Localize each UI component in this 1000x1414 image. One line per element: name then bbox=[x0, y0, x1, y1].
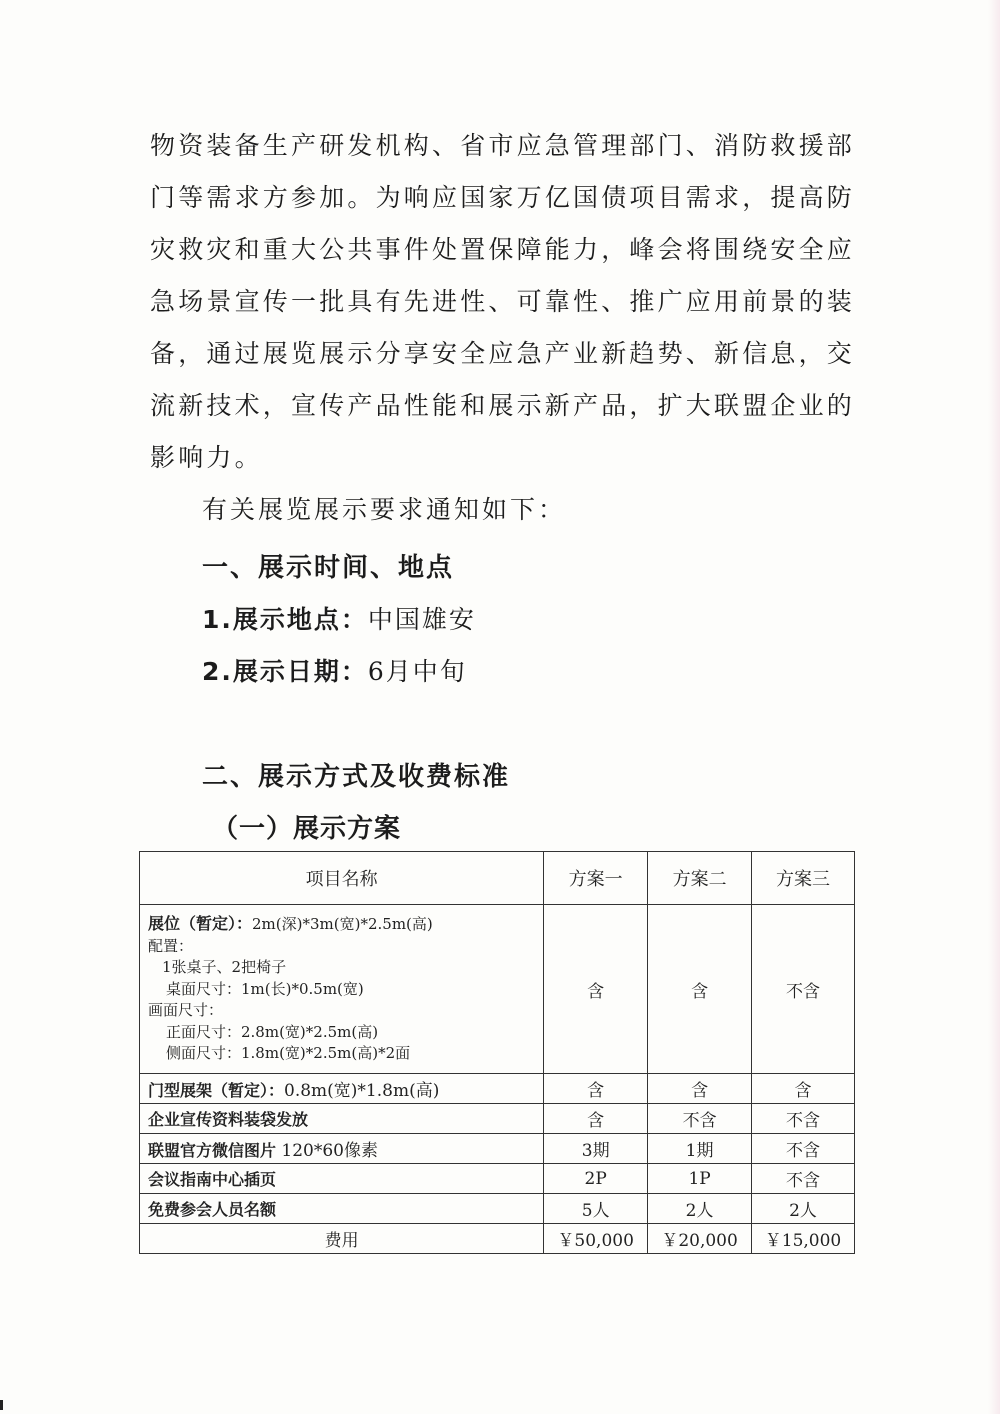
row-label-extra: 0.8m(宽)*1.8m(高) bbox=[284, 1081, 440, 1101]
intro-line: 灾救灾和重大公共事件处置保障能力，峰会将围绕安全应 bbox=[150, 235, 856, 264]
location-key: 1.展示地点： bbox=[202, 605, 368, 634]
row-plan-3: 不含 bbox=[752, 1164, 855, 1194]
intro-line: 急场景宣传一批具有先进性、可靠性、推广应用前景的装 bbox=[150, 287, 856, 316]
plan-subheading: （一）展示方案 bbox=[212, 814, 402, 844]
row-label: 免费参会人员名额 bbox=[148, 1200, 277, 1219]
row-plan-1: 5人 bbox=[544, 1194, 648, 1224]
table-header-row bbox=[140, 852, 855, 905]
location-value: 中国雄安 bbox=[367, 605, 476, 634]
row-label: 联盟官方微信图片 bbox=[148, 1141, 277, 1160]
row-plan-2: 1期 bbox=[648, 1134, 752, 1164]
table-row bbox=[140, 1134, 855, 1164]
fee-plan-1: ￥50,000 bbox=[544, 1224, 648, 1254]
seal-edge-mark bbox=[988, 0, 1000, 1414]
row-label: 企业宣传资料装袋发放 bbox=[148, 1110, 309, 1129]
fee-plan-3: ￥15,000 bbox=[752, 1224, 855, 1254]
exhibition-location bbox=[202, 600, 476, 636]
table-row bbox=[140, 1194, 855, 1224]
intro-line: 影响力。 bbox=[150, 443, 263, 472]
table-row bbox=[140, 1104, 855, 1134]
booth-plan-3: 不含 bbox=[752, 905, 855, 1074]
row-plan-3: 不含 bbox=[752, 1134, 855, 1164]
table-row-booth bbox=[140, 905, 855, 1074]
booth-line: 桌面尺寸：1m(长)*0.5m(宽) bbox=[166, 979, 364, 998]
row-plan-1: 2P bbox=[544, 1164, 648, 1194]
booth-line: 侧面尺寸：1.8m(宽)*2.5m(高)*2面 bbox=[166, 1044, 411, 1063]
intro-line: 流新技术，宣传产品性能和展示新产品，扩大联盟企业的 bbox=[150, 391, 856, 420]
intro-line: 物资装备生产研发机构、省市应急管理部门、消防救援部 bbox=[150, 131, 856, 160]
date-value: 6月中旬 bbox=[367, 657, 467, 686]
scan-mark bbox=[0, 1400, 3, 1410]
row-plan-1: 3期 bbox=[544, 1134, 648, 1164]
header-item-name: 项目名称 bbox=[140, 852, 544, 905]
header-plan-3: 方案三 bbox=[752, 852, 855, 905]
row-label: 会议指南中心插页 bbox=[148, 1170, 277, 1189]
table-row bbox=[140, 1164, 855, 1194]
intro-paragraph bbox=[150, 120, 856, 484]
exhibition-date bbox=[202, 652, 467, 688]
fee-plan-2: ￥20,000 bbox=[648, 1224, 752, 1254]
booth-line: 正面尺寸：2.8m(宽)*2.5m(高) bbox=[166, 1022, 379, 1041]
date-key: 2.展示日期： bbox=[202, 657, 368, 686]
booth-plan-1: 含 bbox=[544, 905, 648, 1074]
row-label-extra: 120*60像素 bbox=[281, 1141, 379, 1161]
booth-line: 配置： bbox=[148, 936, 194, 955]
booth-description bbox=[140, 905, 544, 1074]
row-plan-2: 1P bbox=[648, 1164, 752, 1194]
header-plan-2: 方案二 bbox=[648, 852, 752, 905]
booth-title: 展位（暂定）： bbox=[148, 914, 253, 934]
row-label: 门型展架（暂定）： bbox=[148, 1081, 285, 1100]
row-plan-3: 不含 bbox=[752, 1104, 855, 1134]
row-plan-3: 含 bbox=[752, 1074, 855, 1104]
booth-line: 画面尺寸： bbox=[148, 1001, 224, 1020]
row-plan-3: 2人 bbox=[752, 1194, 855, 1224]
row-plan-2: 不含 bbox=[648, 1104, 752, 1134]
table-row-fee bbox=[140, 1224, 855, 1254]
section2-heading: 二、展示方式及收费标准 bbox=[202, 762, 511, 792]
row-plan-1: 含 bbox=[544, 1104, 648, 1134]
table-row bbox=[140, 1074, 855, 1104]
booth-line: 1张桌子、2把椅子 bbox=[162, 958, 287, 977]
section1-heading: 一、展示时间、地点 bbox=[202, 553, 455, 583]
booth-size: 2m(深)*3m(宽)*2.5m(高) bbox=[252, 915, 433, 934]
booth-plan-2: 含 bbox=[648, 905, 752, 1074]
row-plan-2: 2人 bbox=[648, 1194, 752, 1224]
intro-line: 门等需求方参加。为响应国家万亿国债项目需求，提高防 bbox=[150, 183, 856, 212]
notice-text: 有关展览展示要求通知如下： bbox=[202, 495, 567, 524]
intro-line: 备，通过展览展示分享安全应急产业新趋势、新信息，交 bbox=[150, 339, 856, 368]
row-plan-2: 含 bbox=[648, 1074, 752, 1104]
fee-label: 费用 bbox=[140, 1224, 544, 1254]
row-plan-1: 含 bbox=[544, 1074, 648, 1104]
header-plan-1: 方案一 bbox=[544, 852, 648, 905]
plan-table bbox=[139, 851, 855, 1254]
